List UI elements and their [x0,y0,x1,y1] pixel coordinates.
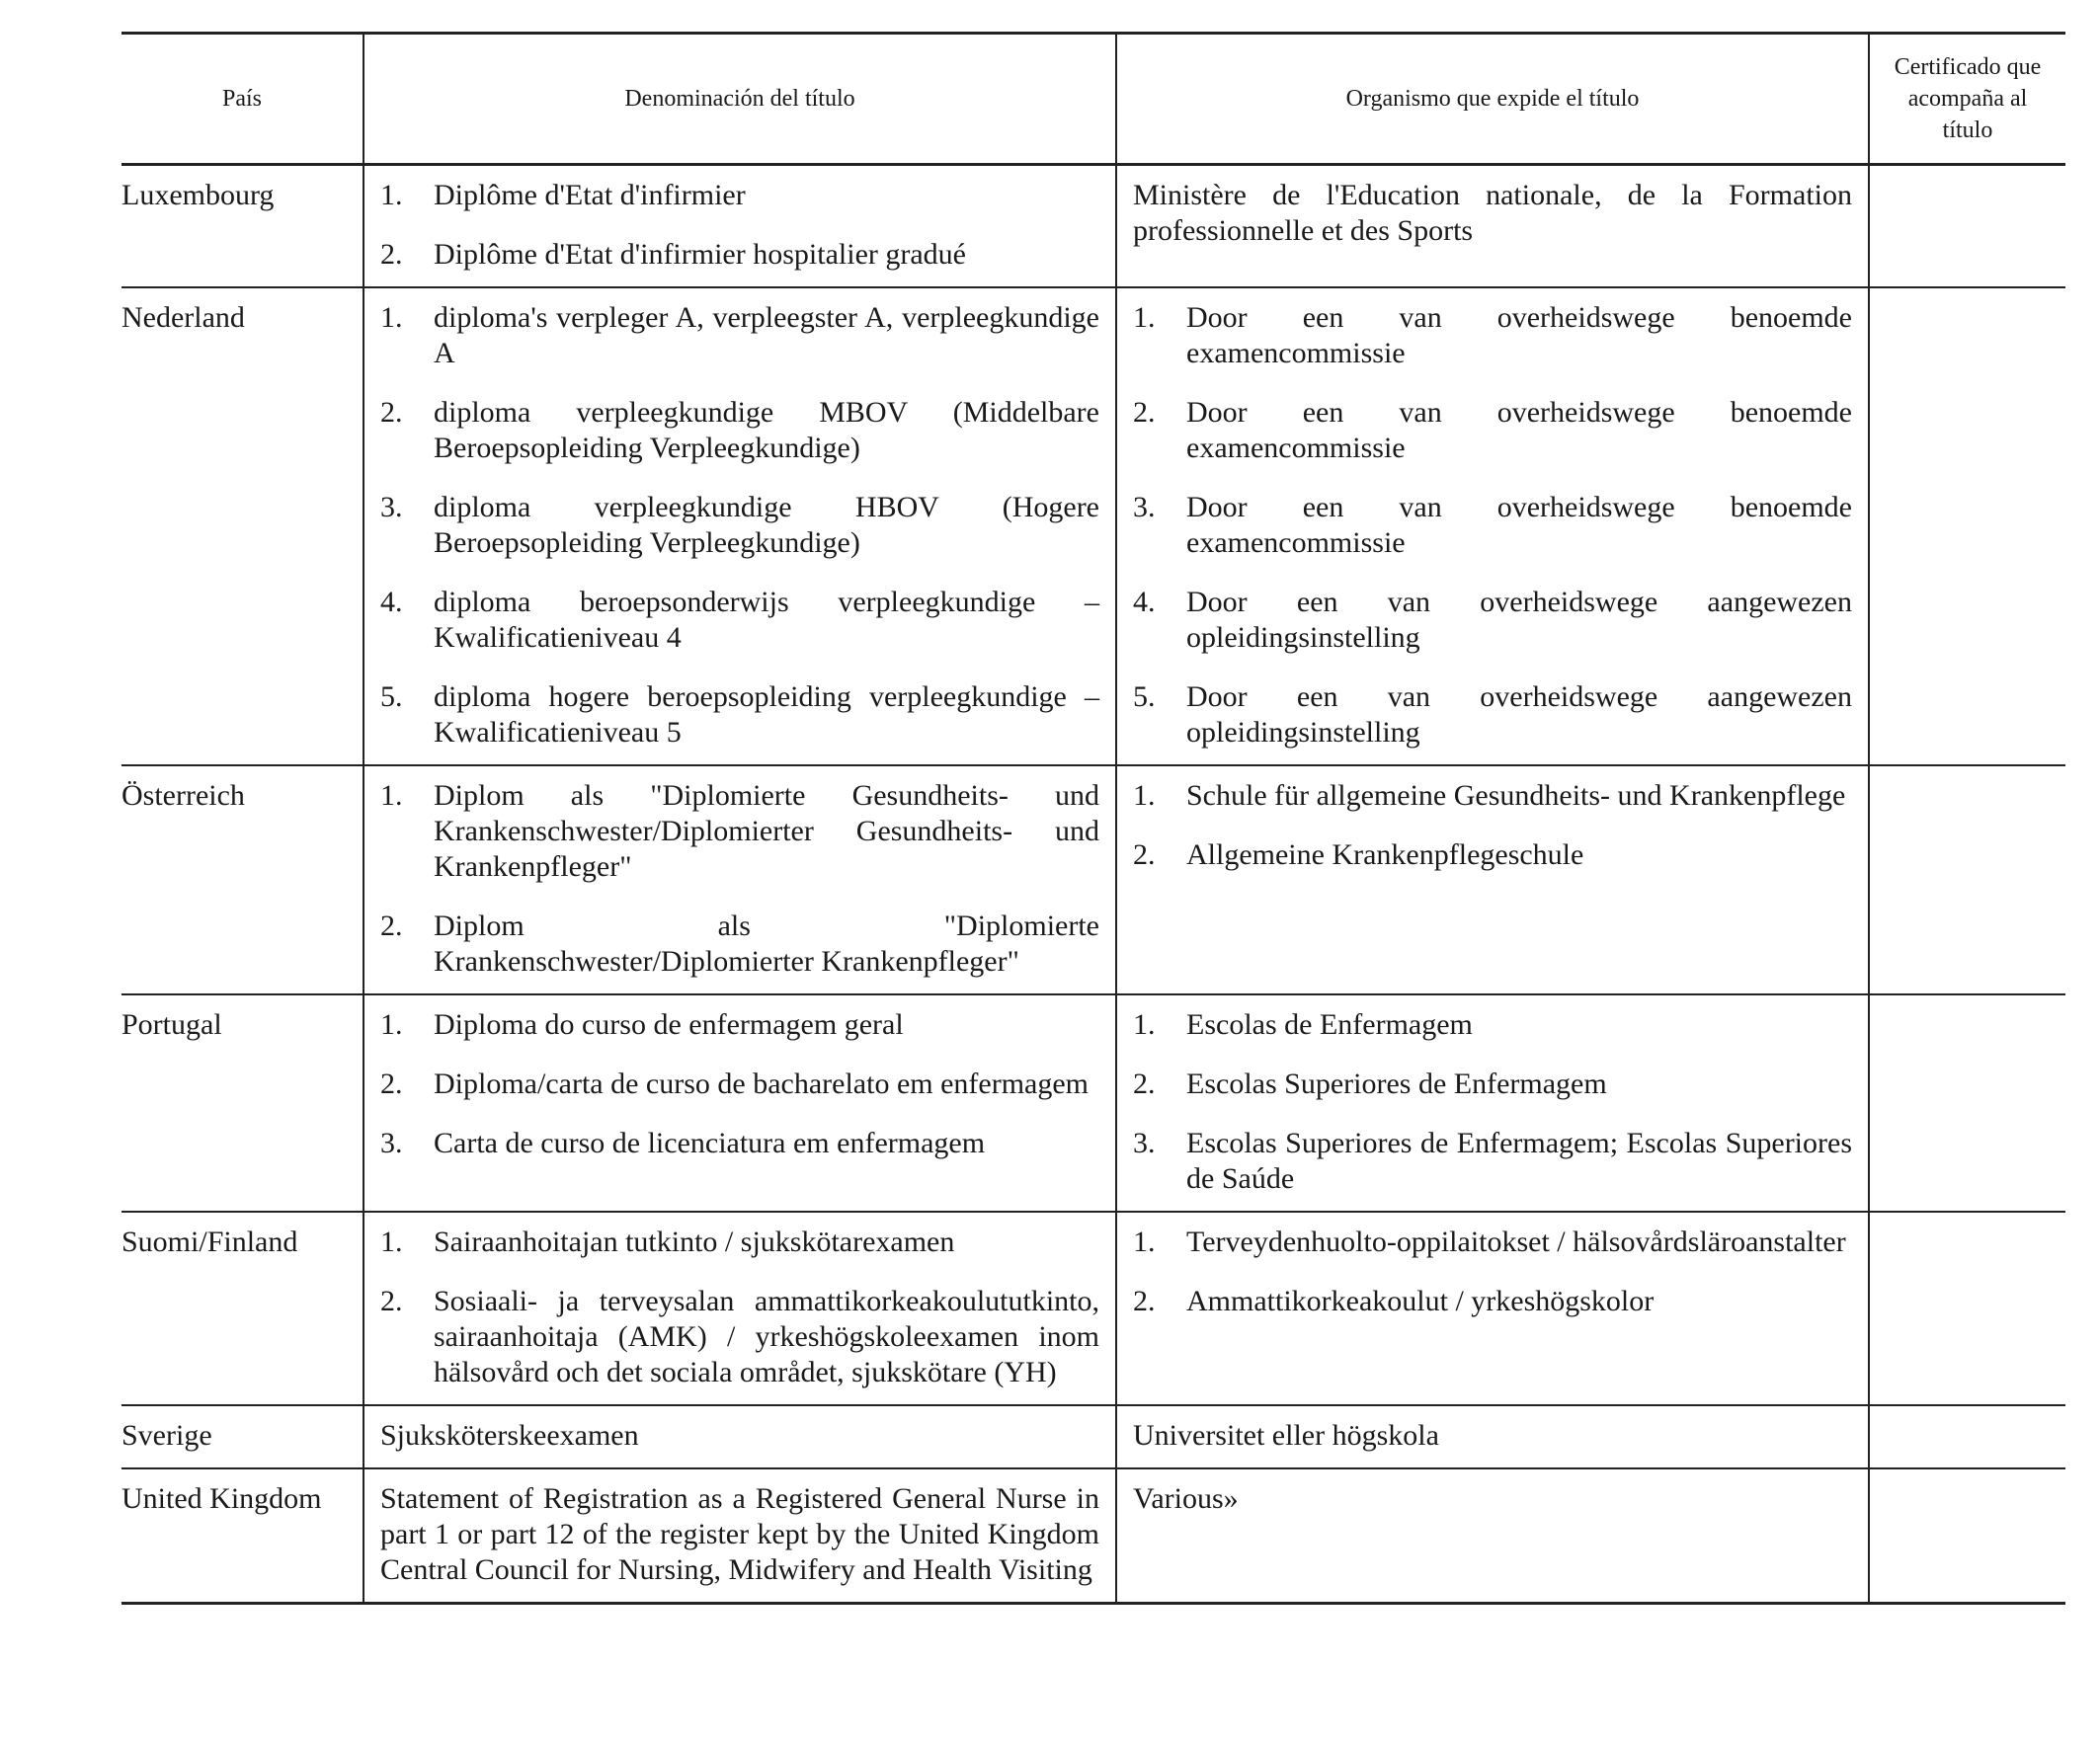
header-title: Denominación del título [363,34,1116,165]
item-text: Diploma/carta de curso de bacharelato em enfermagem [434,1068,1090,1100]
list-item [380,1007,1099,1043]
table-row [121,1468,2065,1604]
title-cell [363,1468,1116,1604]
country-cell: Portugal [121,1008,222,1041]
item-number: 2. [1133,1285,1156,1317]
issuing-body-cell [1116,287,1869,765]
table-row [121,165,2065,288]
item-number: 1. [380,1008,403,1041]
item-number: 2. [380,1285,403,1317]
item-number: 1. [1133,1226,1156,1258]
list-item [380,1067,1099,1102]
certificate-cell [1869,1405,2065,1468]
country-cell: Sverige [121,1419,212,1452]
table-row [121,994,2065,1212]
title-cell [363,165,1116,288]
list-item [380,585,1099,656]
item-number: 3. [1133,1127,1156,1159]
item-text: Sosiaali- ja terveysalan ammattikorkeakoulututkinto, sairaanhoitaja (AMK) / yrkeshögskoleexamen inom hälsovård och det sociala området, sjukskötare (YH) [434,1285,1099,1388]
list-item [380,237,1099,273]
item-number: 1. [380,779,403,812]
item-text: Allgemeine Krankenpflegeschule [1186,838,1584,871]
list-item [380,178,1099,213]
list-item [380,679,1099,751]
item-number: 1. [380,179,403,211]
title-cell [363,1212,1116,1405]
item-text: Diplôme d'Etat d'infirmier hospitalier gradué [434,238,966,271]
list-item [1133,1225,1852,1260]
table-row [121,287,2065,765]
item-number: 3. [380,491,403,523]
item-text: diploma hogere beroepsopleiding verpleegkundige – Kwalificatieniveau 5 [434,680,1099,749]
item-number: 4. [380,586,403,618]
list-item [380,909,1099,980]
certificate-cell [1869,994,2065,1212]
item-text: Door een van overheidswege aangewezen opleidingsinstelling [1186,586,1852,654]
country-cell: United Kingdom [121,1482,322,1515]
certificate-cell [1869,1212,2065,1405]
item-text: Diplom als "Diplomierte Krankenschwester/Diplomierter Krankenpfleger" [434,910,1099,978]
item-number: 2. [1133,838,1156,871]
certificate-cell [1869,287,2065,765]
header-row [121,34,2065,165]
list-item [380,1225,1099,1260]
header-certificate: Certificado que acompaña al título [1869,34,2065,165]
item-number: 1. [1133,1008,1156,1041]
title-cell [363,1405,1116,1468]
issuing-body-cell [1116,994,1869,1212]
item-text: diploma verpleegkundige MBOV (Middelbare Beroepsopleiding Verpleegkundige) [434,396,1099,464]
item-number: 3. [1133,491,1156,523]
list-item [380,1284,1099,1390]
issuing-body-cell [1116,1212,1869,1405]
item-number: 2. [380,1068,403,1100]
item-text: Sairaanhoitajan tutkinto / sjukskötarexamen [434,1226,955,1258]
item-text: Diploma do curso de enfermagem geral [434,1008,904,1041]
item-text: Terveydenhuolto-oppilaitokset / hälsovårdsläroanstalter [1186,1226,1846,1258]
list-item [1133,490,1852,561]
header-country: País [221,86,262,112]
item-text: Escolas Superiores de Enfermagem; Escolas Superiores de Saúde [1186,1127,1852,1195]
item-text: Door een van overheidswege benoemde examencommissie [1186,396,1852,464]
issuing-body-cell [1116,1468,1869,1604]
table-row [121,1405,2065,1468]
issuing-body-cell [1116,165,1869,288]
item-number: 1. [380,301,403,334]
item-number: 2. [1133,1068,1156,1100]
item-text: Door een van overheidswege aangewezen opleidingsinstelling [1186,680,1852,749]
item-text: diploma beroepsonderwijs verpleegkundige – Kwalificatieniveau 4 [434,586,1099,654]
list-item [1133,1007,1852,1043]
item-text: Sjuksköterskeexamen [380,1419,639,1452]
item-number: 2. [380,910,403,942]
item-text: Diplôme d'Etat d'infirmier [434,179,746,211]
item-text: Escolas Superiores de Enfermagem [1186,1068,1607,1100]
header-issuing-body: Organismo que expide el título [1116,34,1869,165]
issuing-body-cell [1116,1405,1869,1468]
item-text: Diplom als "Diplomierte Gesundheits- und Krankenschwester/Diplomierter Gesundheits- und Krankenpfleger" [434,779,1099,883]
item-text: Ministère de l'Education nationale, de la Formation professionnelle et des Sports [1133,179,1852,247]
item-number: 1. [1133,779,1156,812]
item-text: diploma verpleegkundige HBOV (Hogere Beroepsopleiding Verpleegkundige) [434,491,1099,559]
document-page [121,32,2065,1605]
list-item [1133,1284,1852,1319]
list-item [1133,585,1852,656]
certificate-cell [1869,165,2065,288]
list-item [1133,679,1852,751]
list-item [1133,395,1852,466]
item-text: Schule für allgemeine Gesundheits- und Krankenpflege [1186,779,1846,812]
country-cell: Suomi/Finland [121,1226,298,1258]
item-text: Carta de curso de licenciatura em enfermagem [434,1127,986,1159]
certificate-cell [1869,1468,2065,1604]
certificate-cell [1869,765,2065,994]
list-item [1133,837,1852,873]
item-number: 3. [380,1127,403,1159]
item-number: 2. [380,238,403,271]
item-text: Door een van overheidswege benoemde examencommissie [1186,491,1852,559]
item-number: 5. [1133,680,1156,713]
list-item [380,778,1099,885]
item-text: Universitet eller högskola [1133,1419,1439,1452]
issuing-body-cell [1116,765,1869,994]
item-number: 2. [380,396,403,429]
item-text: Ammattikorkeakoulut / yrkeshögskolor [1186,1285,1655,1317]
title-cell [363,287,1116,765]
item-number: 1. [380,1226,403,1258]
country-cell: Nederland [121,301,245,334]
list-item [1133,300,1852,371]
table-row [121,1212,2065,1405]
item-number: 2. [1133,396,1156,429]
list-item [380,395,1099,466]
item-text: Various» [1133,1482,1239,1515]
item-text: diploma's verpleger A, verpleegster A, verpleegkundige A [434,301,1099,369]
item-text: Door een van overheidswege benoemde examencommissie [1186,301,1852,369]
list-item [380,300,1099,371]
list-item [1133,1067,1852,1102]
item-number: 1. [1133,301,1156,334]
item-text: Escolas de Enfermagem [1186,1008,1473,1041]
item-number: 5. [380,680,403,713]
list-item [380,1126,1099,1161]
title-cell [363,765,1116,994]
title-cell [363,994,1116,1212]
country-cell: Österreich [121,779,245,812]
qualifications-table [121,32,2065,1605]
table-row [121,765,2065,994]
list-item [1133,1126,1852,1197]
country-cell: Luxembourg [121,179,275,211]
list-item [1133,778,1852,814]
item-text: Statement of Registration as a Registered General Nurse in part 1 or part 12 of the register kept by the United Kingdom Central Council for Nursing, Midwifery and Health Visiting [380,1482,1099,1586]
list-item [380,490,1099,561]
item-number: 4. [1133,586,1156,618]
